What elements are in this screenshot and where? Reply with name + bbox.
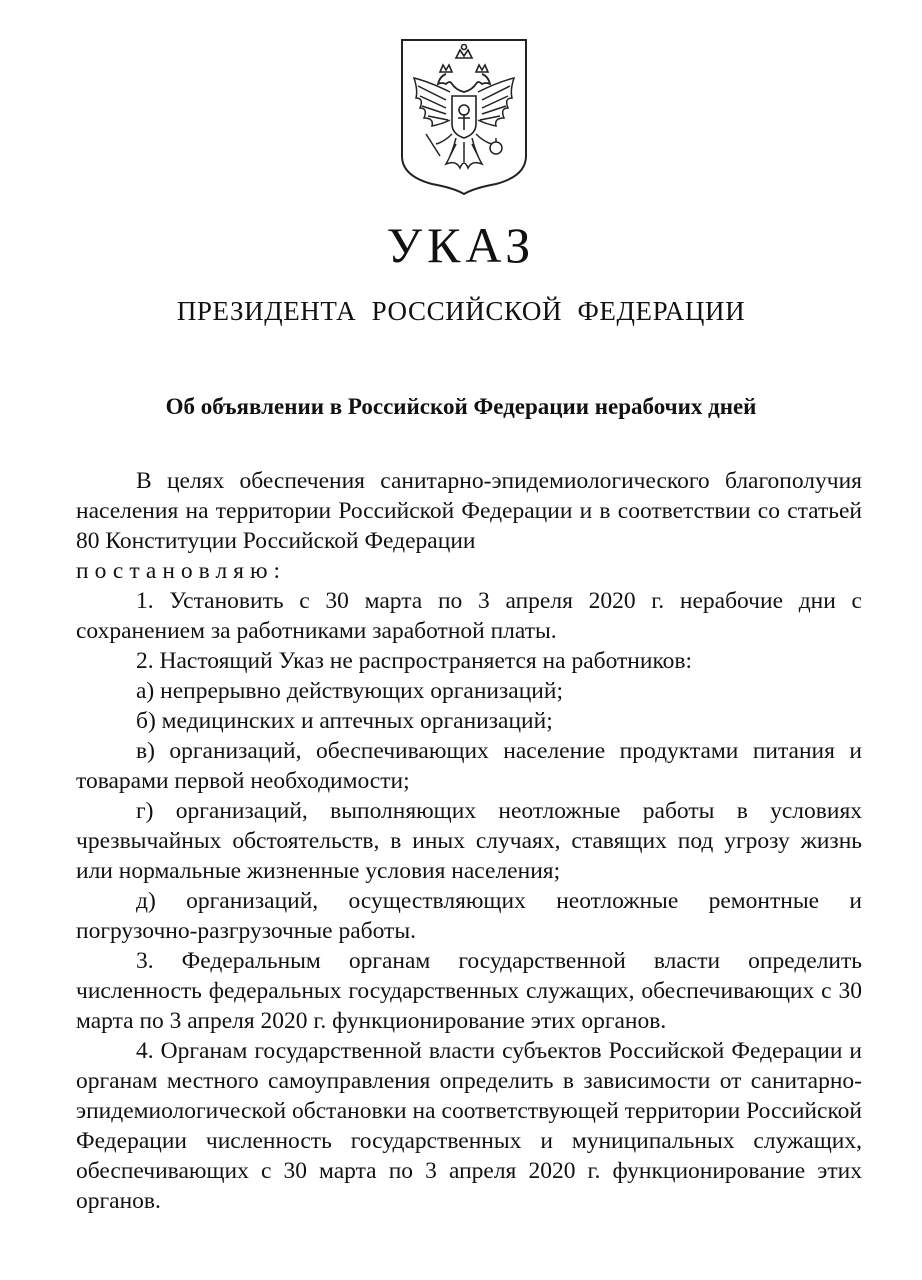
preamble: В целях обеспечения санитарно-эпидемиологического благополучия населения на территории Российской Федерации и в соответствии со статьей 80 Конституции Российской Федерации [76,468,862,554]
item-2d: д) организаций, осуществляющих неотложные ремонтные и погрузочно-разгрузочные работы. [76,888,862,944]
decree-word: постановляю: [76,558,287,584]
decree-title: УКАЗ [386,217,536,273]
decree-heading: Об объявлении в Российской Федерации нерабочих дней [165,394,757,419]
item-1: 1. Установить с 30 марта по 3 апреля 2020 г. нерабочие дни с сохранением за работниками заработной платы. [76,588,862,644]
item-2g: г) организаций, выполняющих неотложные работы в условиях чрезвычайных обстоятельств, в иных случаях, ставящих под угрозу жизнь или нормальные жизненные условия населения; [76,798,862,884]
decree-body [76,466,862,1216]
item-2b: б) медицинских и аптечных организаций; [136,708,553,734]
item-2: 2. Настоящий Указ не распространяется на работников: [136,648,693,674]
item-4: 4. Органам государственной власти субъектов Российской Федерации и органам местного самоуправления определить в зависимости от санитарно-эпидемиологической обстановки на соответствующей территории Российской Федерации численность государственных и муниципальных служащих, обеспечивающих с 30 марта по 3 апреля 2020 г. функционирование этих органов. [76,1038,862,1214]
decree-subtitle: ПРЕЗИДЕНТА РОССИЙСКОЙ ФЕДЕРАЦИИ [176,296,746,326]
item-2v: в) организаций, обеспечивающих население продуктами питания и товарами первой необходимости; [76,738,862,794]
item-2a: а) непрерывно действующих организаций; [136,678,563,704]
coat-of-arms-icon [400,38,528,196]
item-3: 3. Федеральным органам государственной власти определить численность федеральных государственных служащих, обеспечивающих с 30 марта по 3 апреля 2020 г. функционирование этих органов. [76,948,862,1034]
